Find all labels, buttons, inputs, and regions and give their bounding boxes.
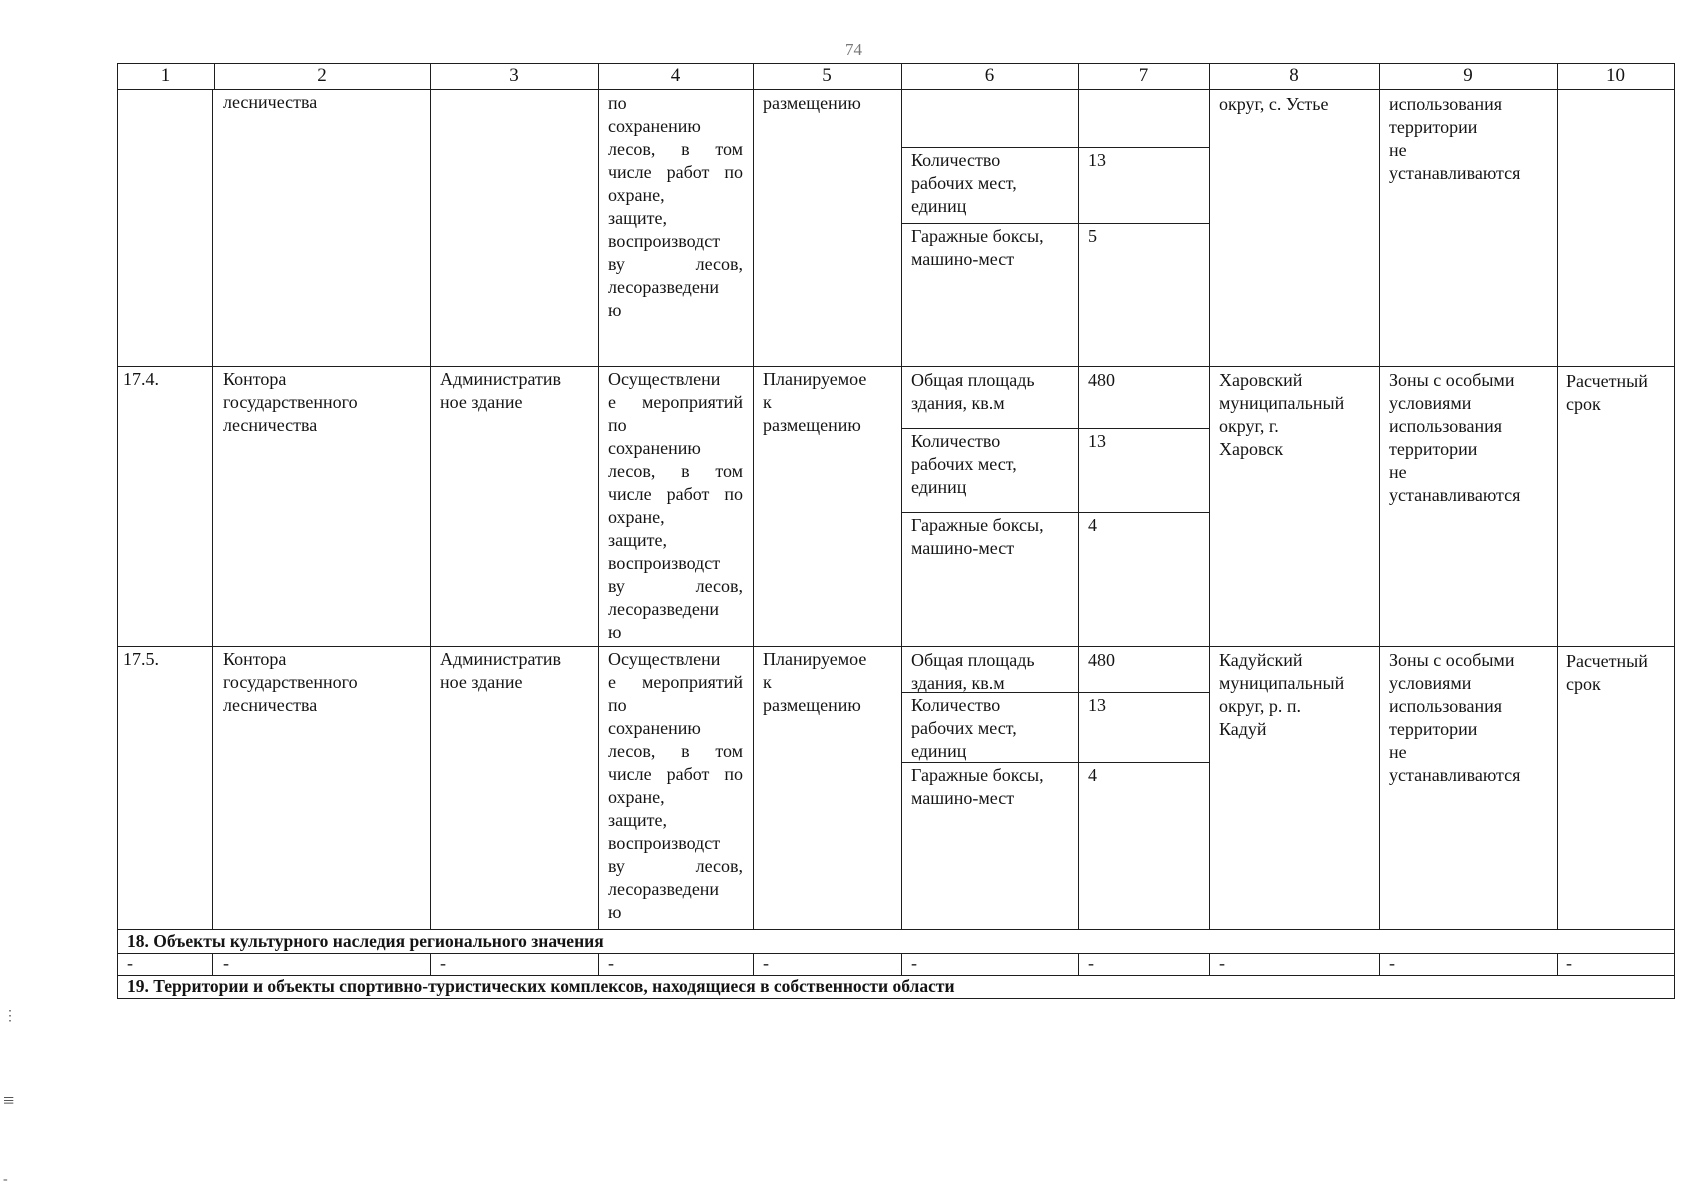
scan-mark: ⋮: [3, 1009, 17, 1024]
empty-cell: -: [440, 953, 446, 973]
column-border: [1379, 63, 1380, 929]
object-zones: Зоны с особыми условиями использования территории не устанавливаются: [1389, 370, 1521, 505]
param-name: Общая площадь здания, кв.м: [911, 370, 1035, 413]
cont-name: лесничества: [223, 92, 318, 112]
section-heading-18: 18. Объекты культурного наследия регионального значения: [127, 931, 604, 951]
header-col-8: 8: [1289, 65, 1299, 86]
object-purpose: Осуществлени е мероприятий по сохранению лесов, в том числе работ по охране, защите, воспроизводст ву лесов, лесоразведени ю: [608, 649, 743, 922]
object-location: Харовский муниципальный округ, г. Харовск: [1219, 370, 1345, 459]
column-border: [1557, 953, 1558, 975]
column-border: [598, 63, 599, 929]
column-border: [901, 63, 902, 929]
header-col-2: 2: [317, 65, 327, 86]
param-value: 480: [1088, 370, 1115, 390]
column-border: [117, 63, 118, 998]
header-col-3: 3: [509, 65, 519, 86]
object-name: Контора государственного лесничества: [223, 369, 358, 435]
param-value: 13: [1088, 431, 1106, 451]
param-value: 4: [1088, 515, 1097, 535]
column-border: [430, 63, 431, 929]
param-divider: [901, 428, 1209, 429]
column-border: [598, 953, 599, 975]
row-divider: [117, 366, 1675, 367]
cont-param-value: 13: [1088, 150, 1106, 170]
column-border: [1557, 63, 1558, 929]
param-divider: [901, 147, 1209, 148]
object-name: Контора государственного лесничества: [223, 649, 358, 715]
empty-cell: -: [1566, 953, 1572, 973]
column-border: [1209, 953, 1210, 975]
object-status: Планируемое к размещению: [763, 369, 867, 435]
column-border: [1379, 953, 1380, 975]
scan-mark: -: [3, 1172, 8, 1187]
row-number: 17.5.: [123, 649, 159, 669]
object-term: Расчетный срок: [1566, 651, 1648, 694]
param-name: Количество рабочих мест, единиц: [911, 695, 1017, 761]
header-col-7: 7: [1138, 65, 1149, 86]
cont-zones: использования территории не устанавливаются: [1389, 94, 1521, 183]
header-col-6: 6: [984, 65, 995, 86]
empty-cell: -: [608, 953, 614, 973]
cont-param-name: Количество рабочих мест, единиц: [911, 150, 1017, 216]
header-divider: [117, 89, 1675, 90]
param-name: Общая площадь здания, кв.м: [911, 650, 1035, 693]
empty-cell: -: [127, 953, 133, 973]
object-purpose: Осуществлени е мероприятий по сохранению лесов, в том числе работ по охране, защите, воспроизводст ву лесов, лесоразведени ю: [608, 369, 743, 642]
header-col-9: 9: [1463, 65, 1473, 86]
column-border: [430, 953, 431, 975]
header-col-5: 5: [822, 65, 832, 86]
empty-cell: -: [911, 953, 917, 973]
column-border: [901, 953, 902, 975]
object-zones: Зоны с особыми условиями использования территории не устанавливаются: [1389, 650, 1521, 785]
column-border: [212, 953, 213, 975]
cont-param-value: 5: [1088, 226, 1097, 246]
object-type: Административ ное здание: [440, 369, 562, 412]
param-name: Гаражные боксы, машино-мест: [911, 765, 1044, 808]
cont-location: округ, с. Устье: [1219, 94, 1329, 114]
cont-purpose: по сохранению лесов, в том числе работ по охране, защите, воспроизводст ву лесов, лесоразведени ю: [608, 93, 743, 320]
param-name: Количество рабочих мест, единиц: [911, 431, 1017, 497]
header-col-1: 1: [160, 65, 171, 86]
column-border: [1209, 63, 1210, 929]
column-border: [1078, 953, 1079, 975]
empty-cell: -: [1389, 953, 1395, 973]
object-status: Планируемое к размещению: [763, 649, 867, 715]
param-name: Гаражные боксы, машино-мест: [911, 515, 1044, 558]
param-value: 4: [1088, 765, 1097, 785]
row-number: 17.4.: [123, 369, 159, 389]
section-heading-19: 19. Территории и объекты спортивно-туристических комплексов, находящиеся в собственности области: [127, 976, 955, 996]
empty-cell: -: [1088, 953, 1094, 973]
column-border: [753, 953, 754, 975]
param-value: 13: [1088, 695, 1106, 715]
param-divider: [901, 512, 1209, 513]
column-border: [753, 63, 754, 929]
object-type: Административ ное здание: [440, 649, 562, 692]
empty-cell: -: [1219, 953, 1225, 973]
param-value: 480: [1088, 650, 1115, 670]
page-number: 74: [845, 40, 862, 59]
column-border: [1078, 63, 1079, 929]
column-border: [1674, 63, 1675, 998]
column-border: [212, 89, 213, 929]
empty-cell: -: [223, 953, 229, 973]
param-divider: [901, 223, 1209, 224]
table-border-bottom: [117, 998, 1675, 999]
empty-cell: -: [763, 953, 769, 973]
row-divider: [117, 953, 1675, 954]
scan-mark: ≡: [3, 1090, 15, 1112]
object-location: Кадуйский муниципальный округ, р. п. Кадуй: [1219, 650, 1345, 739]
object-term: Расчетный срок: [1566, 371, 1648, 414]
header-col-10: 10: [1606, 65, 1625, 86]
cont-status: размещению: [763, 93, 861, 113]
register-table: [117, 63, 1675, 998]
cont-param-name: Гаражные боксы, машино-мест: [911, 226, 1044, 269]
row-divider: [117, 646, 1675, 647]
header-col-4: 4: [670, 65, 681, 86]
